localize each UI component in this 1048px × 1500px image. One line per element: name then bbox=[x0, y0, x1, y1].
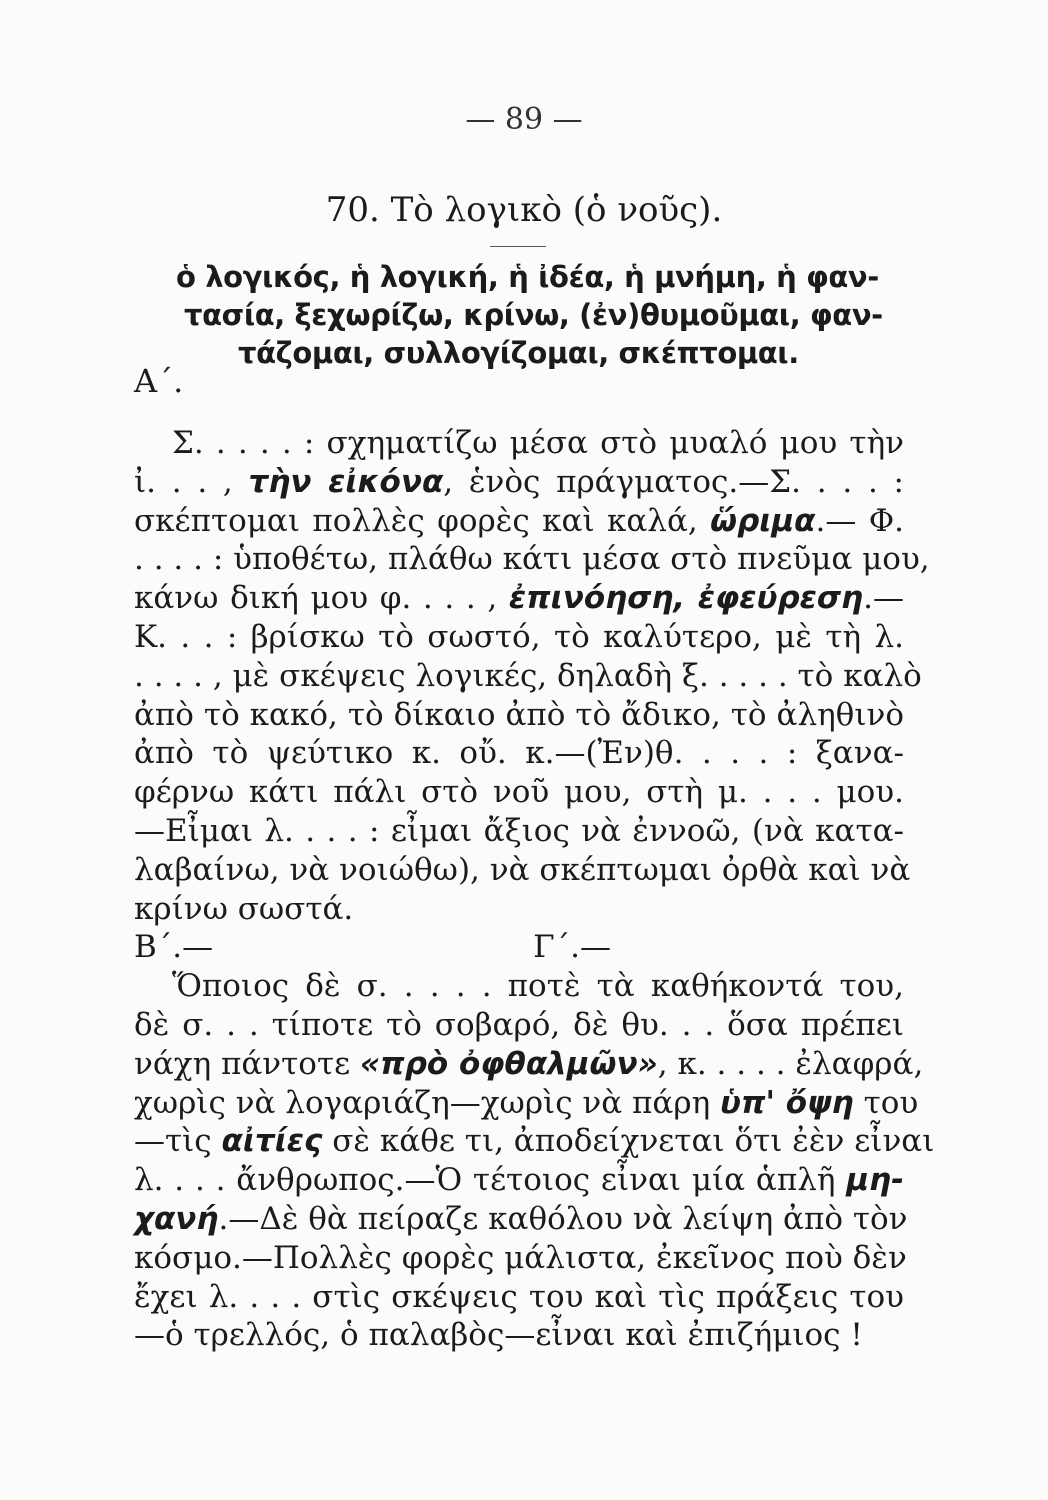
text-line bbox=[134, 618, 904, 657]
text-line bbox=[134, 540, 930, 579]
text-span: ἀπὸ τὸ ψεύτικο κ. οὔ. κ.—(Ἐν)θ. . . . : ξανα- bbox=[134, 735, 904, 772]
text-span: —Εἶμαι λ. . . . : εἶμαι ἄξιος νὰ ἐννοῶ, (νὰ κατα- bbox=[134, 812, 904, 849]
text-span: . . . . : ὑποθέτω, πλάθω κάτι μέσα στὸ πνεῦμα μου, bbox=[134, 541, 930, 578]
text-span: —τὶς bbox=[134, 1123, 222, 1160]
text-span: κρίνω σωστά. bbox=[134, 890, 354, 927]
text-span: δὲ σ. . . τίποτε τὸ σοβαρό, δὲ θυ. . . ὅσα πρέπει bbox=[134, 1006, 904, 1043]
text-line bbox=[134, 1084, 919, 1123]
text-line bbox=[134, 502, 904, 541]
text-line bbox=[134, 890, 904, 929]
section-label-gamma: Γ΄.— bbox=[533, 929, 612, 966]
emphasized-term: «πρὸ ὀφθαλμῶν» bbox=[360, 1045, 658, 1082]
text-span: λαβαίνω, νὰ νοιώθω), νὰ σκέπτωμαι ὀρθὰ καὶ νὰ bbox=[134, 851, 911, 888]
text-line bbox=[134, 1045, 924, 1084]
page-title: 70. Τὸ λογικὸ (ὁ νοῦς). bbox=[325, 190, 723, 230]
text-span: Ὅποιος δὲ σ. . . . . ποτὲ τὰ καθήκοντά του, bbox=[172, 968, 904, 1005]
vocabulary-line: ὁ λογικός, ἡ λογική, ἡ ἰδέα, ἡ μνήμη, ἡ φαν- bbox=[176, 260, 879, 294]
text-line bbox=[134, 579, 904, 618]
emphasized-term: ὥριμα bbox=[710, 502, 816, 539]
text-span: σκέπτομαι πολλὲς φορὲς καὶ καλά, bbox=[134, 502, 711, 539]
text-span: .— Φ. bbox=[815, 502, 904, 539]
emphasized-term: ἐπινόηση, ἐφεύρεση bbox=[508, 580, 864, 617]
text-line bbox=[134, 1239, 907, 1278]
text-line bbox=[134, 1200, 908, 1239]
text-line bbox=[134, 773, 904, 812]
text-line bbox=[134, 657, 922, 696]
text-span: , κ. . . . . ἐλαφρά, bbox=[657, 1045, 924, 1082]
text-span: Β΄.— bbox=[134, 929, 214, 966]
text-span: , ἑνὸς πράγματος.—Σ. . . . : bbox=[443, 463, 904, 500]
text-line bbox=[134, 1316, 904, 1355]
page-number: — 89 — bbox=[465, 102, 583, 137]
emphasized-term: ὑπ' ὄψη bbox=[720, 1084, 854, 1121]
text-line bbox=[134, 1122, 935, 1161]
text-line bbox=[134, 1006, 904, 1045]
text-line bbox=[134, 967, 904, 1006]
text-span: χωρὶς νὰ λογαριάζη—χωρὶς νὰ πάρη bbox=[134, 1084, 721, 1121]
text-span: .— bbox=[863, 580, 904, 617]
text-span: .—Δὲ θὰ πείραζε καθόλου νὰ λείψη ἀπὸ τὸν bbox=[218, 1200, 908, 1237]
text-span: Σ. . . . . : σχηματίζω μέσα στὸ μυαλό μου τὴν bbox=[172, 425, 904, 461]
vocabulary-line: τάζομαι, συλλογίζομαι, σκέπτομαι. bbox=[238, 336, 799, 370]
text-line bbox=[134, 812, 904, 851]
emphasized-term: χανή bbox=[134, 1200, 219, 1237]
text-line bbox=[134, 463, 904, 502]
text-span: —ὁ τρελλός, ὁ παλαβὸς—εἶναι καὶ ἐπιζήμιος ! bbox=[134, 1317, 863, 1354]
body-text bbox=[134, 424, 935, 1355]
text-line bbox=[134, 851, 911, 890]
text-span: . . . . , μὲ σκέψεις λογικές, δηλαδὴ ξ. . . . . τὸ καλὸ bbox=[134, 657, 922, 694]
text-span: λ. . . . ἄνθρωπος.—Ὁ τέτοιος εἶναι μία ἁπλῆ bbox=[134, 1162, 847, 1199]
text-line bbox=[134, 928, 904, 967]
text-span: σὲ κάθε τι, ἀποδείχνεται ὅτι ἐὲν εἶναι bbox=[322, 1123, 935, 1160]
vocabulary-block bbox=[120, 258, 900, 372]
emphasized-term: τὴν εἰκόνα bbox=[248, 463, 444, 500]
text-line bbox=[134, 734, 904, 773]
title-rule bbox=[490, 246, 546, 247]
text-span: ἰ. . . , bbox=[134, 463, 249, 500]
text-span: νάχη πάντοτε bbox=[134, 1045, 361, 1082]
text-span: ἔχει λ. . . . στὶς σκέψεις του καὶ τὶς πράξεις του bbox=[134, 1278, 904, 1315]
text-span: Κ. . . : βρίσκω τὸ σωστό, τὸ καλύτερο, μὲ τὴ λ. bbox=[134, 618, 904, 655]
section-label-a: Α΄. bbox=[134, 362, 184, 400]
text-line bbox=[134, 1161, 904, 1200]
text-span: κάνω δική μου φ. . . . , bbox=[134, 580, 509, 617]
emphasized-term: μη- bbox=[846, 1162, 904, 1199]
text-span: ἀπὸ τὸ κακό, τὸ δίκαιο ἀπὸ τὸ ἄδικο, τὸ ἀληθινὸ bbox=[134, 696, 904, 733]
text-span: φέρνω κάτι πάλι στὸ νοῦ μου, στὴ μ. . . . μου. bbox=[134, 774, 904, 811]
text-span: κόσμο.—Πολλὲς φορὲς μάλιστα, ἐκεῖνος ποὺ δὲν bbox=[134, 1239, 907, 1276]
text-line bbox=[134, 424, 904, 463]
emphasized-term: αἰτίες bbox=[221, 1123, 323, 1160]
text-span: του bbox=[853, 1084, 919, 1121]
vocabulary-line: τασία, ξεχωρίζω, κρίνω, (ἐν)θυμοῦμαι, φαν- bbox=[184, 298, 883, 332]
text-line bbox=[134, 696, 904, 735]
text-line bbox=[134, 1278, 904, 1317]
